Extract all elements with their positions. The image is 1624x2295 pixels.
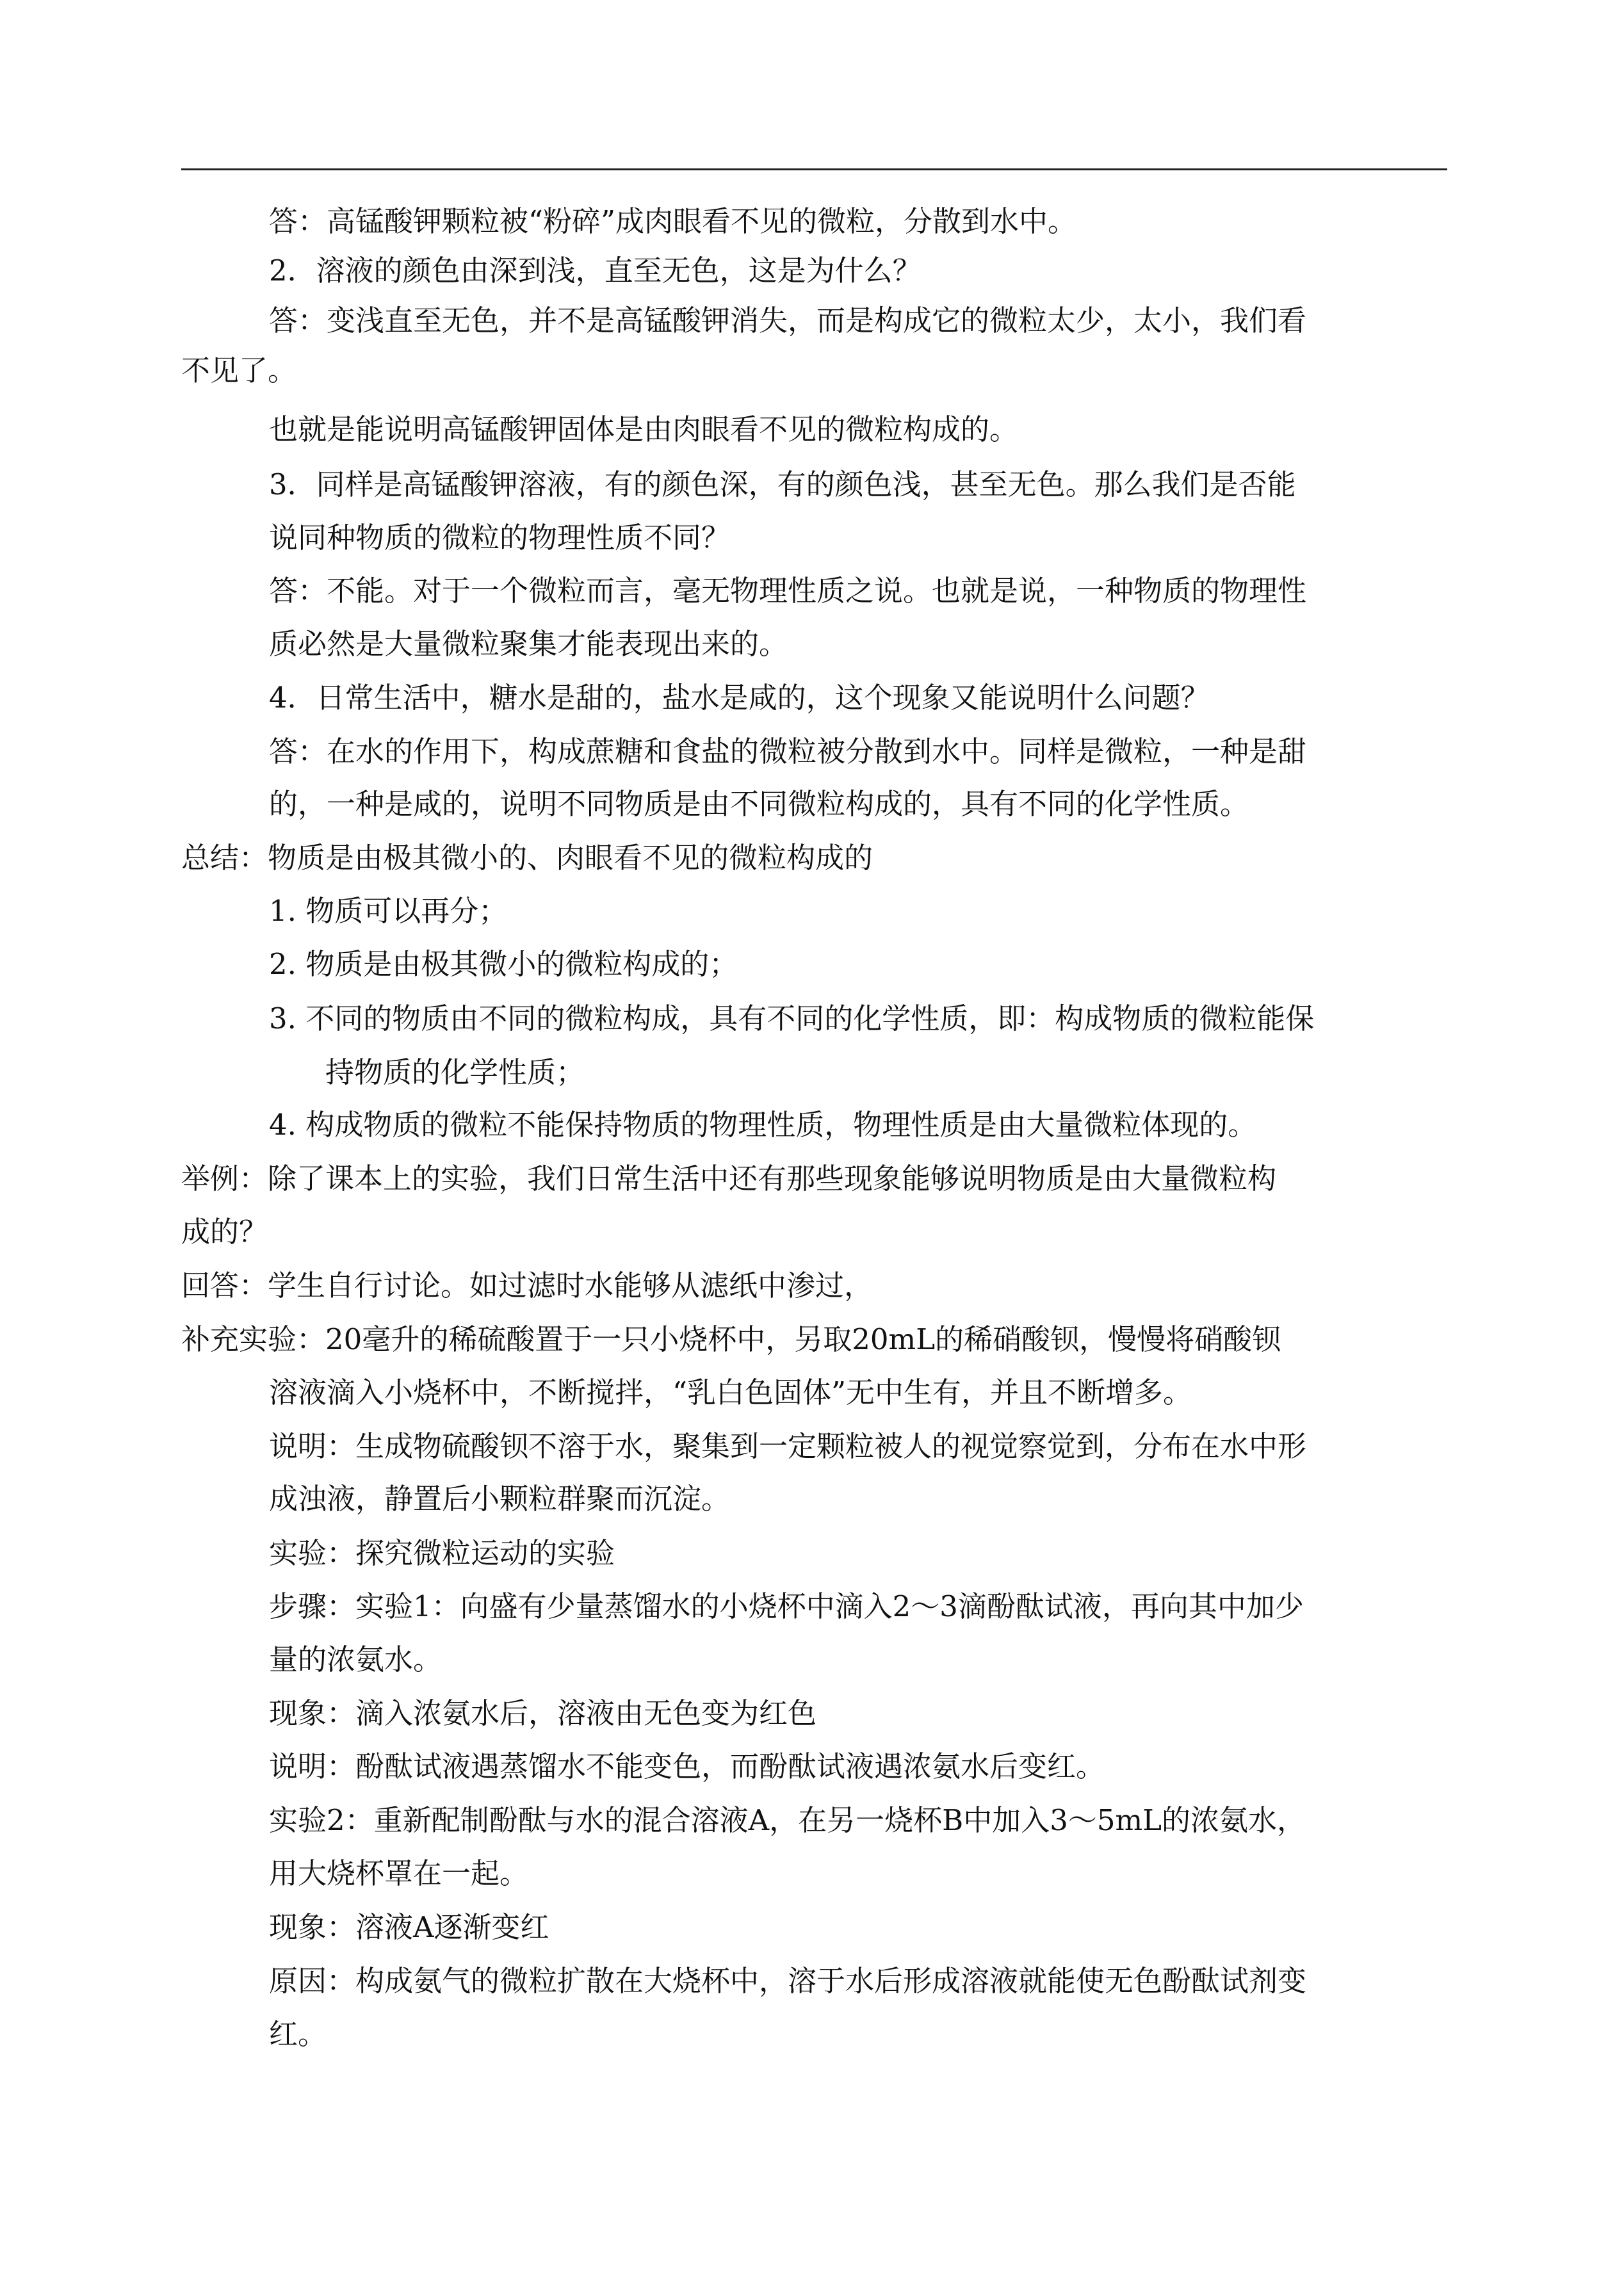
supplementary-experiment-line-1: 补充实验：20毫升的稀硫酸置于一只小烧杯中，另取20mL的稀硝酸钡，慢慢将硝酸钡 [181, 1322, 1281, 1356]
answer-2-line-1: 答：变浅直至无色，并不是高锰酸钾消失，而是构成它的微粒太少，太小，我们看 [269, 304, 1307, 337]
question-2-line: 2．溶液的颜色由深到浅，直至无色，这是为什么？ [269, 254, 922, 288]
summary-item-3-line-1: 3. 不同的物质由不同的微粒构成，具有不同的化学性质，即：构成物质的微粒能保 [269, 1002, 1315, 1035]
explanation-1-line-2: 成浊液，静置后小颗粒群聚而沉淀。 [269, 1482, 731, 1516]
answer-4-line-2: 的，一种是咸的，说明不同物质是由不同微粒构成的，具有不同的化学性质。 [269, 787, 1249, 821]
answer-2-line-2: 不见了。 [181, 353, 297, 387]
summary-item-3-line-2: 持物质的化学性质； [325, 1055, 585, 1089]
reply-line: 回答：学生自行讨论。如过滤时水能够从滤纸中渗过， [181, 1269, 873, 1302]
example-line-1: 举例：除了课本上的实验，我们日常生活中还有那些现象能够说明物质是由大量微粒构 [181, 1162, 1277, 1196]
phenomenon-2: 现象：溶液A逐渐变红 [269, 1910, 549, 1944]
answer-4-line-1: 答：在水的作用下，构成蔗糖和食盐的微粒被分散到水中。同样是微粒，一种是甜 [269, 734, 1307, 768]
summary-item-1: 1. 物质可以再分； [269, 894, 508, 928]
reason-line-2: 红。 [269, 2017, 327, 2051]
answer-3-line-2: 质必然是大量微粒聚集才能表现出来的。 [269, 627, 788, 661]
experiment-heading: 实验：探究微粒运动的实验 [269, 1536, 615, 1570]
steps-line-2: 量的浓氨水。 [269, 1642, 443, 1676]
answer-2-conclusion: 也就是能说明高锰酸钾固体是由肉眼看不见的微粒构成的。 [269, 412, 1019, 446]
summary-item-4: 4. 构成物质的微粒不能保持物质的物理性质，物理性质是由大量微粒体现的。 [269, 1108, 1257, 1142]
experiment-2-line-2: 用大烧杯罩在一起。 [269, 1856, 529, 1890]
question-3-line-2: 说同种物质的微粒的物理性质不同？ [269, 521, 731, 555]
header-rule [181, 168, 1447, 170]
explanation-2: 说明：酚酞试液遇蒸馏水不能变色，而酚酞试液遇浓氨水后变红。 [269, 1749, 1105, 1783]
summary-item-2: 2. 物质是由极其微小的微粒构成的； [269, 947, 738, 981]
summary-heading: 总结：物质是由极其微小的、肉眼看不见的微粒构成的 [181, 841, 873, 875]
experiment-2-line-1: 实验2：重新配制酚酞与水的混合溶液A，在另一烧杯B中加入3～5mL的浓氨水， [269, 1803, 1306, 1837]
supplementary-experiment-line-2: 溶液滴入小烧杯中，不断搅拌，“乳白色固体”无中生有，并且不断增多。 [269, 1375, 1192, 1409]
phenomenon-1: 现象：滴入浓氨水后，溶液由无色变为红色 [269, 1696, 817, 1730]
question-4-line: 4．日常生活中，糖水是甜的，盐水是咸的，这个现象又能说明什么问题？ [269, 681, 1210, 715]
explanation-1-line-1: 说明：生成物硫酸钡不溶于水，聚集到一定颗粒被人的视觉察觉到，分布在水中形 [269, 1429, 1307, 1463]
steps-line-1: 步骤：实验1：向盛有少量蒸馏水的小烧杯中滴入2～3滴酚酞试液，再向其中加少 [269, 1589, 1304, 1623]
answer-3-line-1: 答：不能。对于一个微粒而言，毫无物理性质之说。也就是说，一种物质的物理性 [269, 574, 1307, 608]
reason-line-1: 原因：构成氨气的微粒扩散在大烧杯中，溶于水后形成溶液就能使无色酚酞试剂变 [269, 1964, 1307, 1998]
example-line-2: 成的？ [181, 1215, 268, 1249]
answer-1-line: 答：高锰酸钾颗粒被“粉碎”成肉眼看不见的微粒，分散到水中。 [269, 204, 1077, 238]
question-3-line-1: 3．同样是高锰酸钾溶液，有的颜色深，有的颜色浅，甚至无色。那么我们是否能 [269, 467, 1296, 501]
